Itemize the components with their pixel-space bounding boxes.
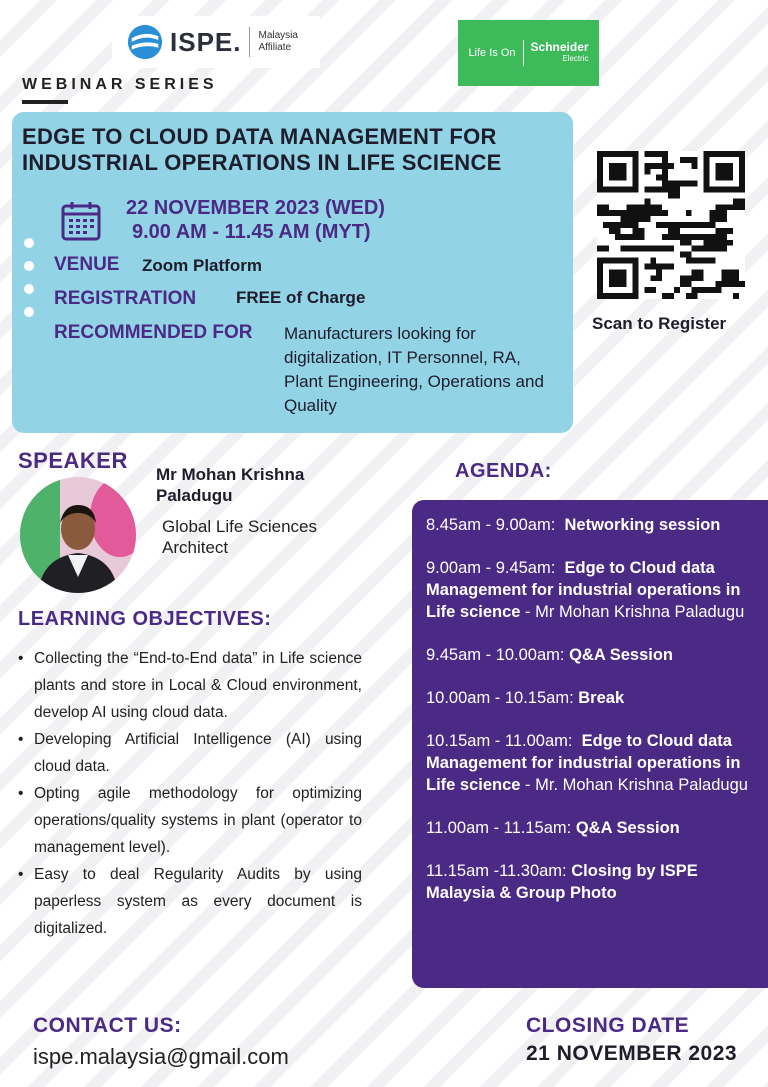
- qr-caption: Scan to Register: [592, 314, 727, 333]
- bullet-dot: [24, 261, 34, 271]
- logo-divider: [249, 27, 250, 57]
- agenda-item: [426, 817, 756, 839]
- schneider-brand-name: Schneider: [530, 40, 589, 54]
- agenda-item: [426, 730, 756, 796]
- bullet-dot: [24, 307, 34, 317]
- event-date-block: [126, 196, 385, 244]
- agenda-heading: AGENDA:: [455, 460, 552, 482]
- schneider-tagline: Life Is On: [468, 47, 516, 59]
- bullet-dots: [24, 238, 34, 330]
- agenda-title: Break: [578, 689, 625, 707]
- objective-item: • Opting agile methodology for optimizing operations/quality systems in plant (operator to management level).: [16, 780, 362, 861]
- bullet-dot: [24, 238, 34, 248]
- bullet-dot: [24, 284, 34, 294]
- agenda-title: Networking session: [564, 516, 721, 534]
- agenda-item: [426, 860, 756, 904]
- schneider-brand-sub: Electric: [562, 54, 589, 63]
- agenda-title: Closing by ISPE Malaysia & Group Photo: [426, 862, 698, 902]
- logo-divider: [523, 40, 524, 66]
- event-title: EDGE TO CLOUD DATA MANAGEMENT FOR INDUSTRIAL OPERATIONS IN LIFE SCIENCE: [22, 124, 502, 175]
- recommended-value: Manufacturers looking for digitalization, IT Personnel, RA, Plant Engineering, Operations and Quality: [284, 324, 544, 415]
- registration-value: FREE of Charge: [236, 288, 366, 307]
- agenda-item: [426, 514, 756, 536]
- closing-heading: CLOSING DATE: [526, 1014, 690, 1037]
- objectives-heading: LEARNING OBJECTIVES:: [18, 608, 272, 630]
- venue-label: VENUE: [54, 254, 120, 275]
- series-underline: [22, 100, 68, 104]
- registration-label: REGISTRATION: [54, 288, 197, 309]
- agenda-time: 9.00am - 9.45am:: [426, 559, 556, 577]
- ispe-mark-icon: [126, 23, 164, 61]
- agenda-time: 11.15am -11.30am:: [426, 862, 567, 880]
- event-time: 9.00 AM - 11.45 AM (MYT): [132, 221, 371, 243]
- objective-item: • Collecting the “End-to-End data” in Life science plants and store in Local & Cloud environment, develop AI using cloud data.: [16, 645, 362, 726]
- agenda-time: 11.00am - 11.15am:: [426, 819, 572, 837]
- ispe-affiliate: Malaysia Affiliate: [258, 30, 298, 53]
- event-date: 22 NOVEMBER 2023 (WED): [126, 197, 385, 219]
- venue-value: Zoom Platform: [142, 256, 262, 275]
- closing-date: 21 NOVEMBER 2023: [526, 1042, 738, 1065]
- calendar-icon: [60, 200, 102, 242]
- agenda-item: [426, 687, 756, 709]
- agenda-list: [426, 514, 756, 925]
- agenda-time: 10.00am - 10.15am:: [426, 689, 574, 707]
- contact-email[interactable]: ispe.malaysia@gmail.com: [33, 1044, 289, 1069]
- agenda-time: 9.45am - 10.00am:: [426, 646, 565, 664]
- speaker-name: Mr Mohan Krishna Paladugu: [156, 465, 305, 505]
- speaker-photo: [20, 477, 136, 593]
- objectives-list: [16, 645, 362, 942]
- schneider-logo: [458, 20, 599, 86]
- agenda-item: [426, 644, 756, 666]
- agenda-title: Q&A Session: [575, 819, 680, 837]
- registration-qr-code[interactable]: [597, 150, 745, 300]
- agenda-speaker: - Mr Mohan Krishna Paladugu: [520, 603, 745, 621]
- recommended-label: RECOMMENDED FOR: [54, 322, 253, 343]
- speaker-heading: SPEAKER: [18, 448, 128, 473]
- series-label: WEBINAR SERIES: [22, 76, 218, 93]
- agenda-title: Edge to Cloud data Management for industrial operations in Life science: [426, 559, 741, 621]
- contact-heading: CONTACT US:: [33, 1014, 182, 1037]
- agenda-time: 8.45am - 9.00am:: [426, 516, 556, 534]
- speaker-role: Global Life Sciences Architect: [162, 517, 317, 557]
- agenda-title: Edge to Cloud data Management for industrial operations in Life science: [426, 732, 741, 794]
- agenda-time: 10.15am - 11.00am:: [426, 732, 573, 750]
- agenda-item: [426, 557, 756, 623]
- agenda-speaker: - Mr. Mohan Krishna Paladugu: [520, 776, 748, 794]
- schneider-brand: [531, 42, 589, 64]
- ispe-wordmark: ISPE.: [170, 26, 242, 57]
- ispe-logo: [112, 16, 320, 68]
- objective-item: • Developing Artificial Intelligence (AI) using cloud data.: [16, 726, 362, 780]
- agenda-title: Q&A Session: [569, 646, 674, 664]
- objective-item: • Easy to deal Regularity Audits by using paperless system as every document is digitalized.: [16, 861, 362, 942]
